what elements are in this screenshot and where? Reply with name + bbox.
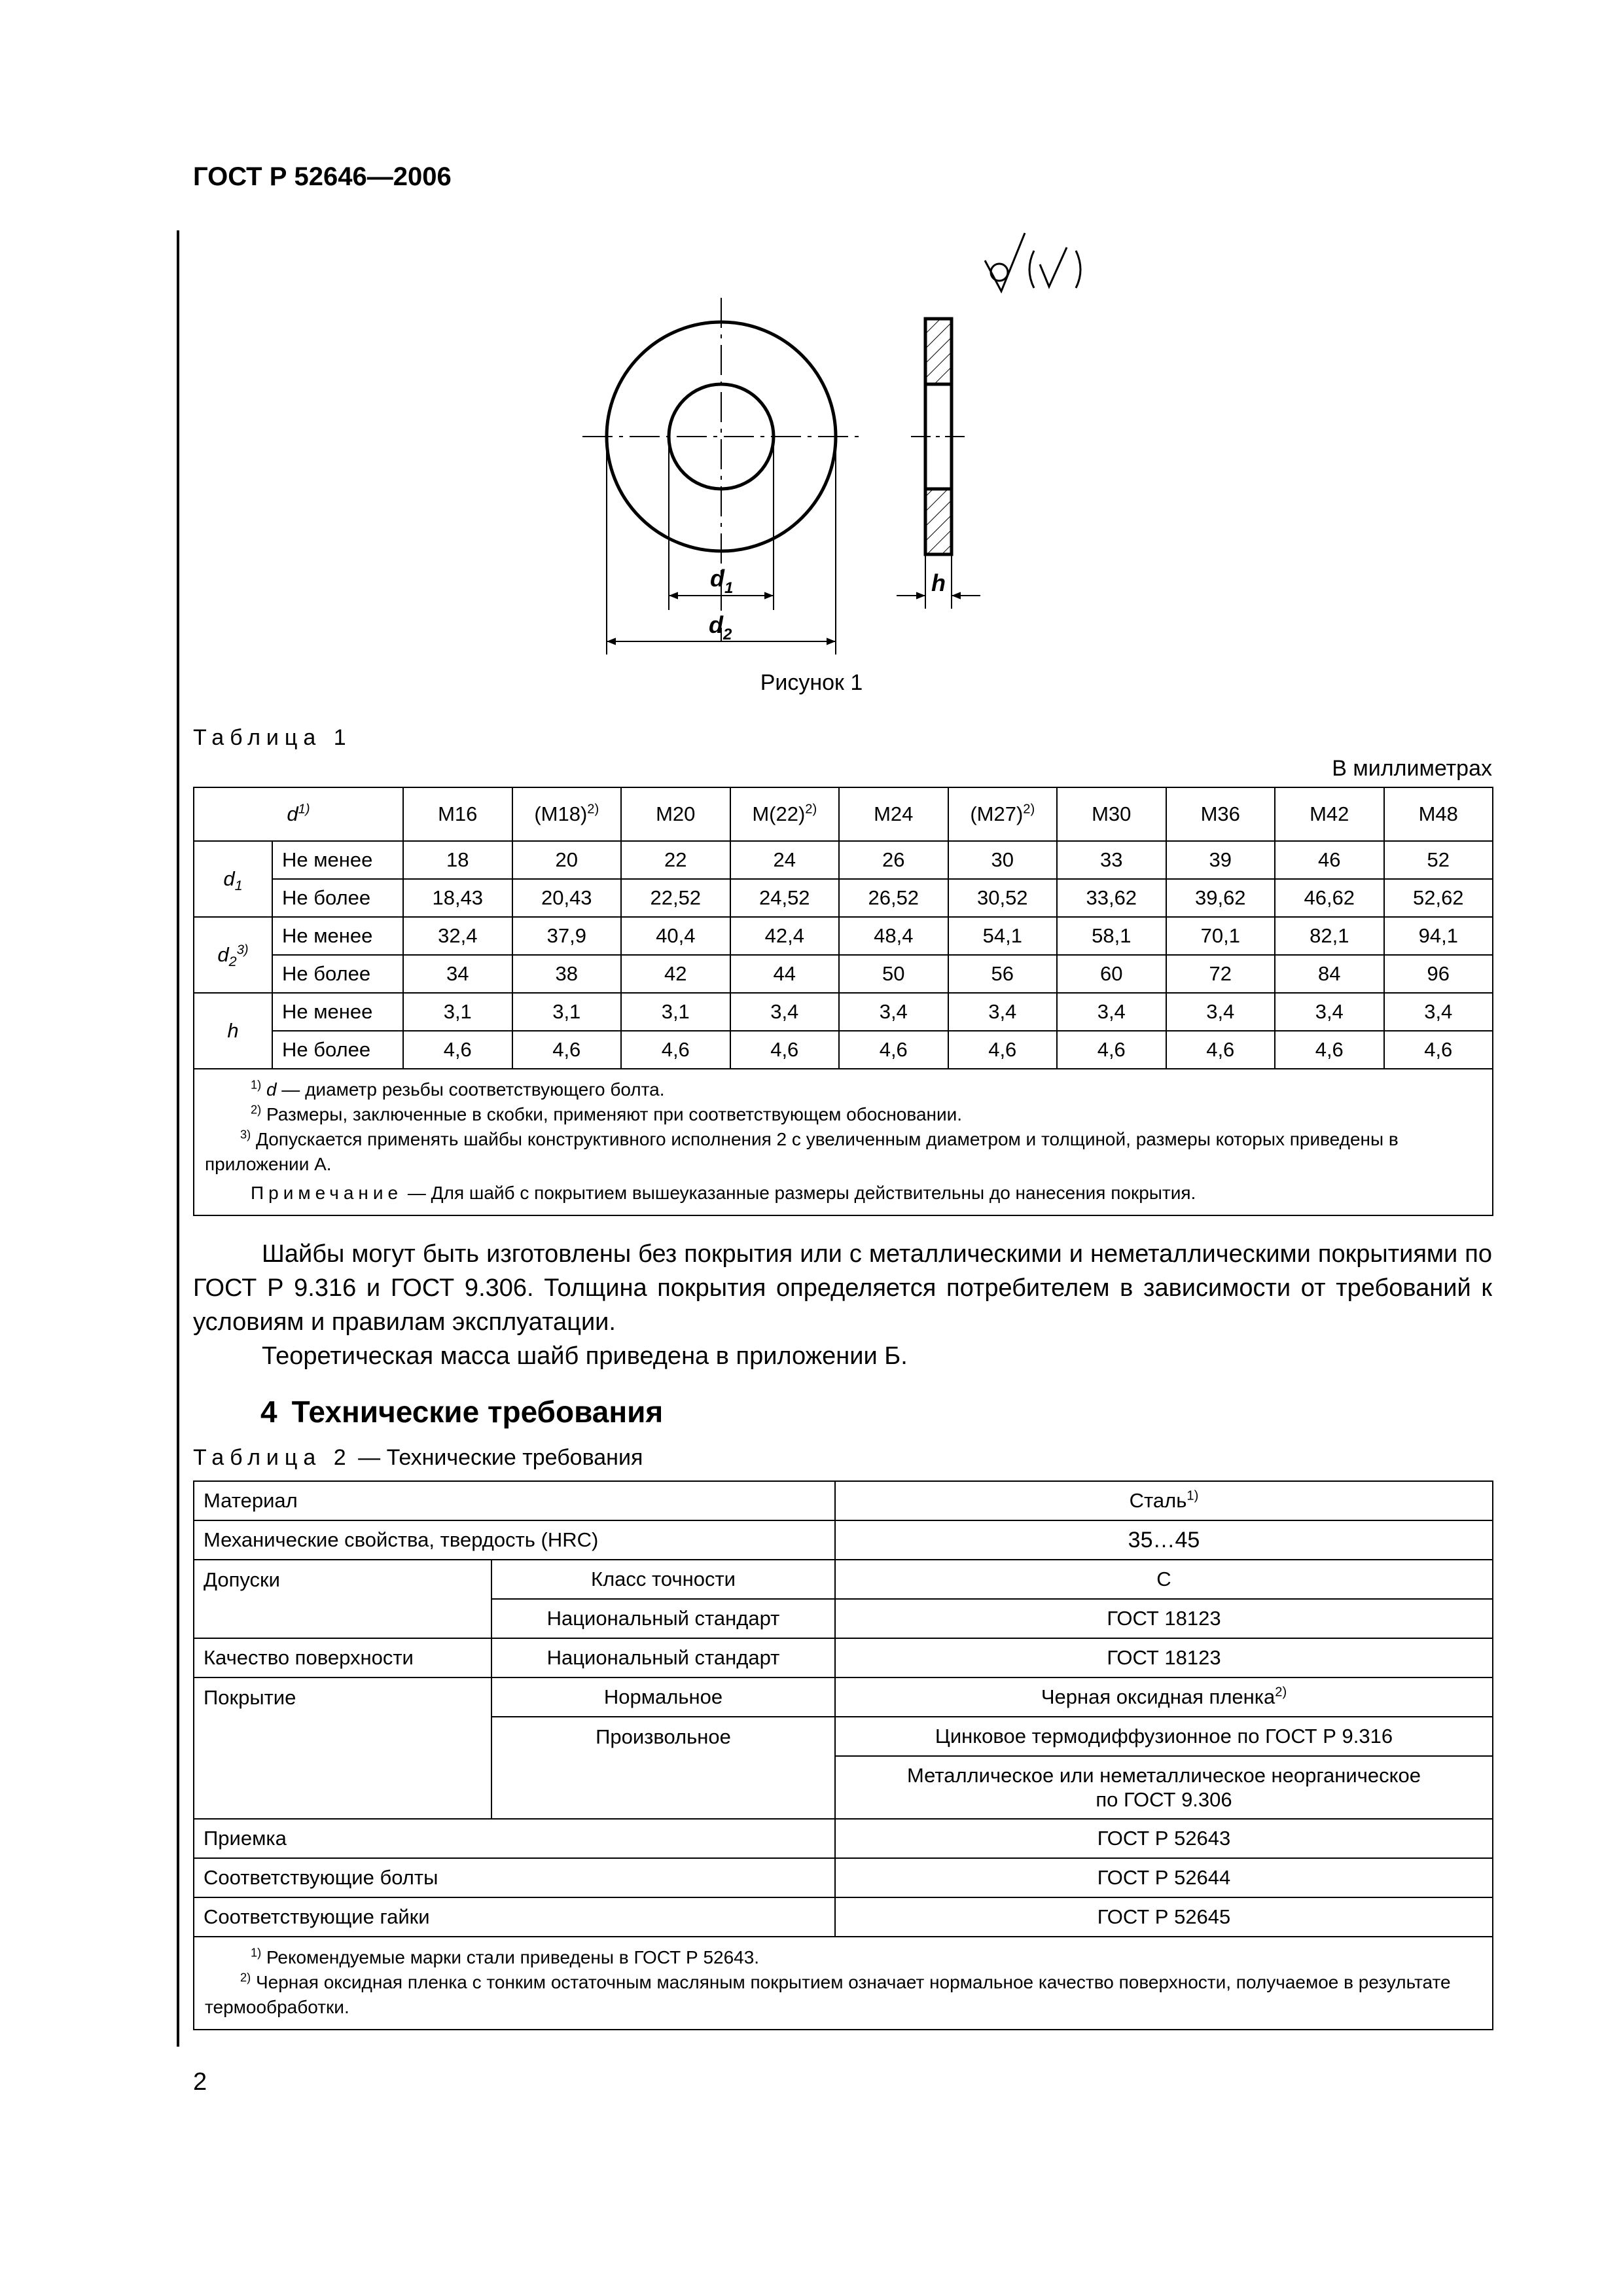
value-cell: 46,62 <box>1275 879 1384 917</box>
t2-row-tolerance-std: Национальный стандарт ГОСТ 18123 <box>194 1599 1493 1638</box>
value-cell: 94,1 <box>1384 917 1493 955</box>
param-cell: h <box>194 993 272 1069</box>
t2-row-surface: Качество поверхности Национальный стандарт ГОСТ 18123 <box>194 1638 1493 1677</box>
value-cell: 44 <box>730 955 840 993</box>
d1-label: $d_1$ <box>710 565 734 597</box>
surface-roughness-symbol <box>985 233 1080 291</box>
figure-caption: Рисунок 1 <box>760 670 863 695</box>
value-cell: 96 <box>1384 955 1493 993</box>
washer-front-view <box>582 298 863 655</box>
value-cell: 4,6 <box>1384 1031 1493 1069</box>
table1-notes-row <box>194 1069 1493 1215</box>
section-heading: 4 Технические требования <box>260 1395 664 1429</box>
t2-row-mechanical: Механические свойства, твердость (HRC) 35…45 <box>194 1520 1493 1560</box>
washer-side-view <box>897 319 980 609</box>
value-cell: 3,4 <box>1275 993 1384 1031</box>
value-cell: 52 <box>1384 841 1493 879</box>
value-cell: 42 <box>621 955 730 993</box>
value-cell: 37,9 <box>512 917 622 955</box>
value-cell: 18,43 <box>403 879 512 917</box>
size-cell: M48 <box>1384 787 1493 841</box>
washer-drawing <box>576 229 1113 687</box>
value-cell: 58,1 <box>1057 917 1166 955</box>
table-row <box>194 879 1493 917</box>
value-cell: 32,4 <box>403 917 512 955</box>
technical-requirements-table <box>193 1480 1493 2030</box>
t2-footnote-2: $^{2)}$ Черная оксидная пленка с тонким остаточным масляным покрытием означает нормальное качество поверхности, получаемое в результате термообработки. <box>205 1971 1451 2017</box>
size-cell: $M(22)^{2)}$ <box>730 787 840 841</box>
value-cell: 30 <box>948 841 1058 879</box>
row-label: Не менее <box>272 841 403 879</box>
t2-row-coating-arbitrary-1: Произвольное Цинковое термодиффузионное по ГОСТ Р 9.316 <box>194 1717 1493 1756</box>
t2-row-material: Материал Сталь$^{1)}$ <box>194 1481 1493 1520</box>
value-cell: 20,43 <box>512 879 622 917</box>
size-cell: M42 <box>1275 787 1384 841</box>
t2-row-coating-arbitrary-2: Металлическое или неметаллическое неорганическое по ГОСТ 9.306 <box>194 1756 1493 1819</box>
table1-body <box>194 841 1493 1069</box>
table1-units: В миллиметрах <box>1332 756 1492 781</box>
value-cell: 24 <box>730 841 840 879</box>
footnote-3: $^{3)}$ Допускается применять шайбы конструктивного исполнения 2 с увеличенным диаметром и толщиной, размеры которых приведены в приложении А. <box>205 1128 1399 1174</box>
value-cell: 50 <box>839 955 948 993</box>
value-cell: 4,6 <box>1166 1031 1275 1069</box>
size-cell: M24 <box>839 787 948 841</box>
row-label: Не более <box>272 879 403 917</box>
t2-row-coating-normal: Покрытие Нормальное Черная оксидная пленка$^{2)}$ <box>194 1677 1493 1717</box>
value-cell: 4,6 <box>730 1031 840 1069</box>
value-cell: 48,4 <box>839 917 948 955</box>
row-label: Не менее <box>272 917 403 955</box>
t2-footnote-1: $^{1)}$ Рекомендуемые марки стали приведены в ГОСТ Р 52643. <box>251 1946 760 1967</box>
t2-row-acceptance: Приемка ГОСТ Р 52643 <box>194 1819 1493 1858</box>
body-text <box>193 1237 1492 1373</box>
dimensions-table <box>193 787 1493 1216</box>
table1-notes <box>194 1069 1493 1215</box>
margin-change-bar <box>177 230 179 2047</box>
value-cell: 3,4 <box>839 993 948 1031</box>
table-row <box>194 993 1493 1031</box>
value-cell: 46 <box>1275 841 1384 879</box>
table2-label: Таблица 2 — Технические требования <box>193 1445 643 1470</box>
row-label: Не менее <box>272 993 403 1031</box>
value-cell: 56 <box>948 955 1058 993</box>
value-cell: 3,1 <box>512 993 622 1031</box>
value-cell: 39,62 <box>1166 879 1275 917</box>
value-cell: 3,1 <box>621 993 730 1031</box>
h-label: h <box>931 569 946 596</box>
value-cell: 38 <box>512 955 622 993</box>
value-cell: 18 <box>403 841 512 879</box>
table1-note: Примечание — Для шайб с покрытием вышеуказанные размеры действительны до нанесения покрытия. <box>251 1183 1196 1203</box>
value-cell: 70,1 <box>1166 917 1275 955</box>
value-cell: 60 <box>1057 955 1166 993</box>
value-cell: 4,6 <box>948 1031 1058 1069</box>
value-cell: 4,6 <box>403 1031 512 1069</box>
document-header-title: ГОСТ Р 52646—2006 <box>193 162 452 191</box>
row-label: Не более <box>272 955 403 993</box>
d2-label: $d_2$ <box>709 611 732 643</box>
size-cell: M16 <box>403 787 512 841</box>
value-cell: 33,62 <box>1057 879 1166 917</box>
value-cell: 26,52 <box>839 879 948 917</box>
value-cell: 26 <box>839 841 948 879</box>
value-cell: 3,4 <box>1166 993 1275 1031</box>
value-cell: 54,1 <box>948 917 1058 955</box>
value-cell: 82,1 <box>1275 917 1384 955</box>
value-cell: 84 <box>1275 955 1384 993</box>
t2-row-notes <box>194 1937 1493 2030</box>
value-cell: 42,4 <box>730 917 840 955</box>
table1-label: Таблица 1 <box>193 725 352 750</box>
value-cell: 4,6 <box>839 1031 948 1069</box>
value-cell: 3,4 <box>730 993 840 1031</box>
value-cell: 3,1 <box>403 993 512 1031</box>
table1-header-row <box>194 787 1493 841</box>
body-paragraph-2: Теоретическая масса шайб приведена в приложении Б. <box>262 1342 908 1370</box>
size-cell: $(M27)^{2)}$ <box>948 787 1058 841</box>
size-cell: M36 <box>1166 787 1275 841</box>
value-cell: 34 <box>403 955 512 993</box>
t2-row-tolerance-class: Допуски Класс точности C <box>194 1560 1493 1599</box>
param-cell: $d_2^{3)}$ <box>194 917 272 993</box>
value-cell: 4,6 <box>512 1031 622 1069</box>
value-cell: 30,52 <box>948 879 1058 917</box>
value-cell: 22 <box>621 841 730 879</box>
size-cell: M20 <box>621 787 730 841</box>
value-cell: 33 <box>1057 841 1166 879</box>
value-cell: 4,6 <box>621 1031 730 1069</box>
value-cell: 20 <box>512 841 622 879</box>
value-cell: 39 <box>1166 841 1275 879</box>
body-paragraph-1: Шайбы могут быть изготовлены без покрытия или с металлическими и неметаллическими покрытиями по ГОСТ Р 9.316 и ГОСТ 9.306. Толщина покрытия определяется потребителем в зависимости от требований к условиям и правилам эксплуатации. <box>193 1240 1492 1336</box>
table-row <box>194 955 1493 993</box>
value-cell: 4,6 <box>1275 1031 1384 1069</box>
value-cell: 3,4 <box>1384 993 1493 1031</box>
table-row <box>194 1031 1493 1069</box>
t2-row-nuts: Соответствующие гайки ГОСТ Р 52645 <box>194 1897 1493 1937</box>
value-cell: 4,6 <box>1057 1031 1166 1069</box>
table-row <box>194 917 1493 955</box>
value-cell: 24,52 <box>730 879 840 917</box>
size-cell: M30 <box>1057 787 1166 841</box>
page-number: 2 <box>193 2068 207 2096</box>
size-cell: $(M18)^{2)}$ <box>512 787 622 841</box>
value-cell: 52,62 <box>1384 879 1493 917</box>
value-cell: 3,4 <box>948 993 1058 1031</box>
footnote-2: $^{2)}$ Размеры, заключенные в скобки, применяют при соответствующем обосновании. <box>251 1103 963 1124</box>
t2-row-bolts: Соответствующие болты ГОСТ Р 52644 <box>194 1858 1493 1897</box>
value-cell: 40,4 <box>621 917 730 955</box>
table-row <box>194 841 1493 879</box>
value-cell: 72 <box>1166 955 1275 993</box>
value-cell: 3,4 <box>1057 993 1166 1031</box>
footnote-1: $^{1)}$ d — диаметр резьбы соответствующего болта. <box>251 1078 665 1100</box>
row-label: Не более <box>272 1031 403 1069</box>
header-d-cell: $d^{1)}$ <box>194 787 403 841</box>
param-cell: $d_1$ <box>194 841 272 917</box>
value-cell: 22,52 <box>621 879 730 917</box>
